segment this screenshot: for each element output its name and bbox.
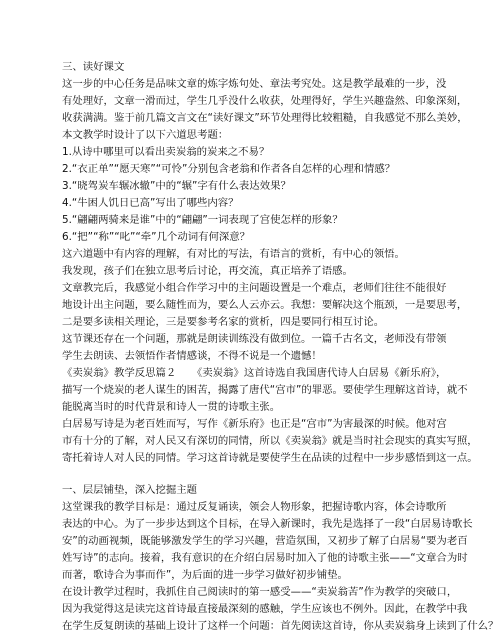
question-3: 3.“晓驾炭车辗冰辙”中的“辗”字有什么表达效果？ — [62, 180, 291, 192]
section-one-heading: 一、层层铺垫，深入挖掘主题 — [62, 484, 198, 496]
paragraph-line: 描写一个烧炭的老人谋生的困苦，揭露了唐代“宫市”的罪恶。要使学生理解这首诗，就不 — [62, 384, 468, 396]
paragraph-line: 姓写诗”的志向。接着，我有意识的在介绍白居易时加入了他的诗歌主张——“文章合为时 — [62, 552, 468, 564]
paragraph-line: 能脱离当时的时代背景和诗人一贯的诗歌主张。 — [62, 401, 281, 413]
question-5: 5.“翩翩两骑来是谁”中的“翩翩”一词表现了宫使怎样的形象？ — [62, 214, 343, 226]
section-three-heading: 三、读好课文 — [62, 61, 125, 73]
paragraph-line: 学生去朗读、去领悟作者情感谈，不得不说是一个遗憾！ — [62, 350, 322, 362]
paragraph-line: 因为我觉得这是读完这首诗最直接最深刻的感触，学生应该也不例外。因此，在教学中我 — [62, 603, 468, 615]
paragraph-line: 收获满满。鉴于前几篇文言文在“读好课文”环节处理得比较粗糙，自我感觉不那么美妙， — [62, 112, 468, 124]
paragraph-line: 这一步的中心任务是品味文章的炼字炼句处、章法考究处。这是教学最难的一步，没 — [62, 78, 447, 90]
paragraph-line: 这六道题中有内容的理解，有对比的写法，有语言的赏析，有中心的领悟。 — [62, 248, 405, 260]
paragraph-line: 市有十分的了解，对人民又有深切的同情，所以《卖炭翁》就是当时社会现实的真实写照， — [62, 435, 478, 447]
paragraph-line: 有处理好，文章一滑而过，学生几乎没什么收获，处理得好，学生兴趣盎然、印象深刻， — [62, 95, 468, 107]
paragraph-line: 白居易写诗是为老百姓而写，写作《新乐府》也正是“宫市”为害最深的时候。他对宫 — [62, 418, 447, 430]
paragraph-line: 二是要多读相关理论，三是要参考名家的赏析，四是要同行相互讨论。 — [62, 316, 385, 328]
paragraph-line: 寄托着诗人对人民的同情。学习这首诗就是要使学生在品读的过程中一步步感悟到这一点。 — [62, 452, 478, 464]
paragraph-line: 这节课还存在一个问题，那就是朗读训练没有做到位。一篇千古名文，老师没有带领 — [62, 333, 447, 345]
paragraph-line: 在设计教学过程时，我抓住自己阅读时的第一感受——“卖炭翁苦”作为教学的突破口， — [62, 586, 458, 598]
paragraph-line: 地设计出主问题，要么随性而为，要么人云亦云。我想：要解决这个瓶颈，一是要思考， — [62, 299, 468, 311]
paragraph-line: 文章教完后，我感觉小组合作学习中的主问题设置是一个难点，老师们往往不能很好 — [62, 282, 447, 294]
paragraph-line: 我发现，孩子们在独立思考后讨论，再交流，真正培养了语感。 — [62, 265, 353, 277]
paragraph-line: 安”的动画视频，既能够激发学生的学习兴趣，营造氛围，又初步了解了白居易“要为老百 — [62, 535, 468, 547]
question-6: 6.“把”“称”“叱”“牵”几个动词有何深意？ — [62, 231, 251, 243]
question-2: 2.“衣正单”“愿天寒”“可怜”分别包含老翁和作者各自怎样的心理和情感？ — [62, 163, 396, 175]
paragraph-line: 《卖炭翁》教学反思篇２ 《卖炭翁》这首诗选自我国唐代诗人白居易《新乐府》， — [62, 367, 447, 379]
paragraph-line: 在学生反复朗读的基础上设计了这样一个问题：首先阅读这首诗，你从卖炭翁身上读到了什么？ — [62, 620, 499, 632]
question-4: 4.“牛困人饥日已高”写出了哪些内容？ — [62, 197, 239, 209]
paragraph-line: 本文教学时设计了以下六道思考题： — [62, 129, 229, 141]
paragraph-line: 而著，歌诗合为事而作”，为后面的进一步学习做好初步铺垫。 — [62, 569, 348, 581]
question-1: 1.从诗中哪里可以看出卖炭翁的炭来之不易？ — [62, 146, 270, 158]
paragraph-line: 这堂课我的教学目标是：通过反复诵读，领会人物形象，把握诗歌内容，体会诗歌所 — [62, 501, 447, 513]
paragraph-line: 表达的中心。为了一步步达到这个目标，在导入新课时，我先是选择了一段“白居易诗歌长 — [62, 518, 473, 530]
